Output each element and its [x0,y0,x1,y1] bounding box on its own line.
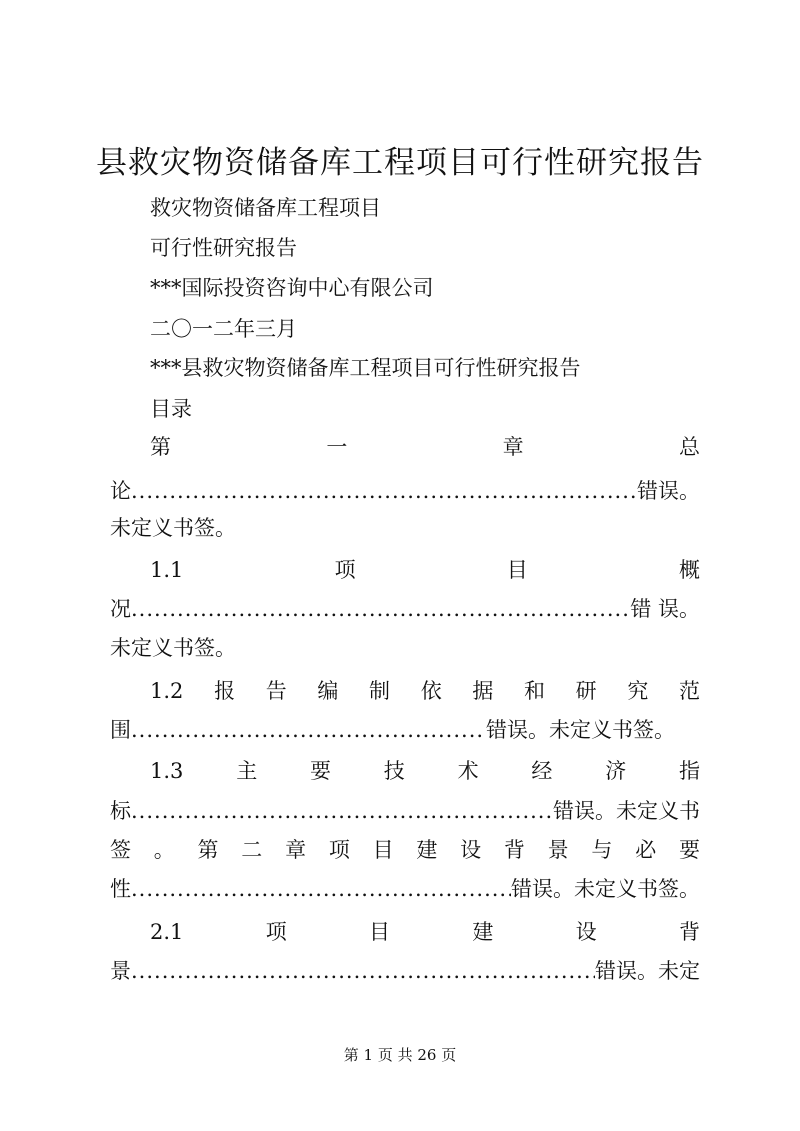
page-footer: 第 1 页 共 26 页 [343,1046,457,1064]
toc-char: 制 [369,679,391,703]
toc-chapter2-heading [110,835,700,865]
toc-section-1-2-heading [150,676,700,706]
toc-char: 项 [265,920,287,944]
toc-char: 目 [369,920,391,944]
toc-leader-dots [131,956,595,986]
toc-ref: 错误。未定 [595,959,700,983]
toc-ref-continued: 未定义书签。 [110,516,236,540]
toc-section-1-1-heading [150,555,700,585]
toc-char: 必 [635,838,657,862]
toc-section-1-3-line[interactable] [110,796,700,826]
toc-char: 。 [153,838,175,862]
toc-char: 依 [420,679,442,703]
cover-project-name: 救灾物资储备库工程项目 [150,196,381,220]
toc-entry-end: 况 [110,597,131,621]
toc-char: 1.2 [150,679,184,703]
toc-ref: 错误。未定义书 [553,799,700,823]
toc-char: 主 [236,759,258,783]
toc-char: 范 [678,679,700,703]
toc-char: 据 [472,679,494,703]
toc-entry-end: 性 [110,877,131,901]
toc-char: 章 [285,838,307,862]
toc-char: 二 [241,838,263,862]
toc-char: 背 [503,838,525,862]
toc-char: 指 [678,759,700,783]
toc-char: 签 [110,838,131,862]
toc-char: 研 [575,679,597,703]
toc-leader-dots [131,594,630,624]
toc-char: 1.3 [150,759,184,783]
toc-section-1-3-heading [150,756,700,786]
toc-ref-continued: 未定义书签。 [110,636,236,660]
toc-char: 第 [197,838,219,862]
document-title: 县救灾物资储备库工程项目可行性研究报告 [96,145,704,181]
toc-leader-dots [131,874,511,904]
cover-company: ***国际投资咨询中心有限公司 [150,276,434,300]
toc-ref: 错误。未定义书签。 [486,718,675,742]
toc-char: 项 [334,558,356,582]
toc-char: 究 [627,679,649,703]
toc-ref: 错误。 [637,479,700,503]
toc-leader-dots [131,796,553,826]
toc-leader-dots [131,476,637,506]
toc-entry-end: 围 [110,718,131,742]
toc-heading: 目录 [150,397,192,421]
toc-char: 编 [317,679,339,703]
toc-char: 和 [524,679,545,703]
toc-char: 报 [214,679,236,703]
toc-char: 2.1 [150,920,184,944]
toc-char: 目 [372,838,394,862]
toc-chapter1-heading [150,432,700,462]
toc-ref: 错 误。 [630,597,700,621]
toc-chapter1-line[interactable] [110,476,700,506]
toc-char: 设 [460,838,482,862]
toc-section-2-1-line[interactable] [110,956,700,986]
cover-subtitle: ***县救灾物资储备库工程项目可行性研究报告 [150,356,581,380]
toc-char: 总 [678,435,700,459]
toc-char: 项 [328,838,350,862]
toc-char: 济 [605,759,627,783]
toc-char: 要 [310,759,331,783]
toc-section-1-2-line[interactable] [110,715,700,745]
toc-leader-dots [131,715,486,745]
toc-char: 技 [383,759,405,783]
toc-char: 要 [678,838,700,862]
toc-char: 背 [678,920,700,944]
toc-char: 建 [472,920,494,944]
toc-chapter2-line[interactable] [110,874,700,904]
toc-char: 经 [531,759,553,783]
toc-char: 景 [547,838,569,862]
toc-char: 与 [591,838,613,862]
toc-section-1-1-line[interactable] [110,594,700,624]
toc-entry-end: 标 [110,799,131,823]
toc-char: 目 [506,558,528,582]
cover-date: 二〇一二年三月 [150,317,297,341]
toc-entry-end: 论 [110,479,131,503]
cover-report-type: 可行性研究报告 [150,236,297,260]
toc-ref: 错误。未定义书签。 [511,877,700,901]
toc-char: 一 [326,435,348,459]
toc-char: 第 [150,435,171,459]
toc-char: 章 [502,435,524,459]
toc-char: 建 [416,838,438,862]
toc-char: 告 [265,679,287,703]
toc-char: 设 [575,920,597,944]
toc-char: 1.1 [150,558,184,582]
toc-section-2-1-heading [150,917,700,947]
toc-char: 术 [457,759,479,783]
toc-entry-end: 景 [110,959,131,983]
toc-char: 概 [678,558,700,582]
